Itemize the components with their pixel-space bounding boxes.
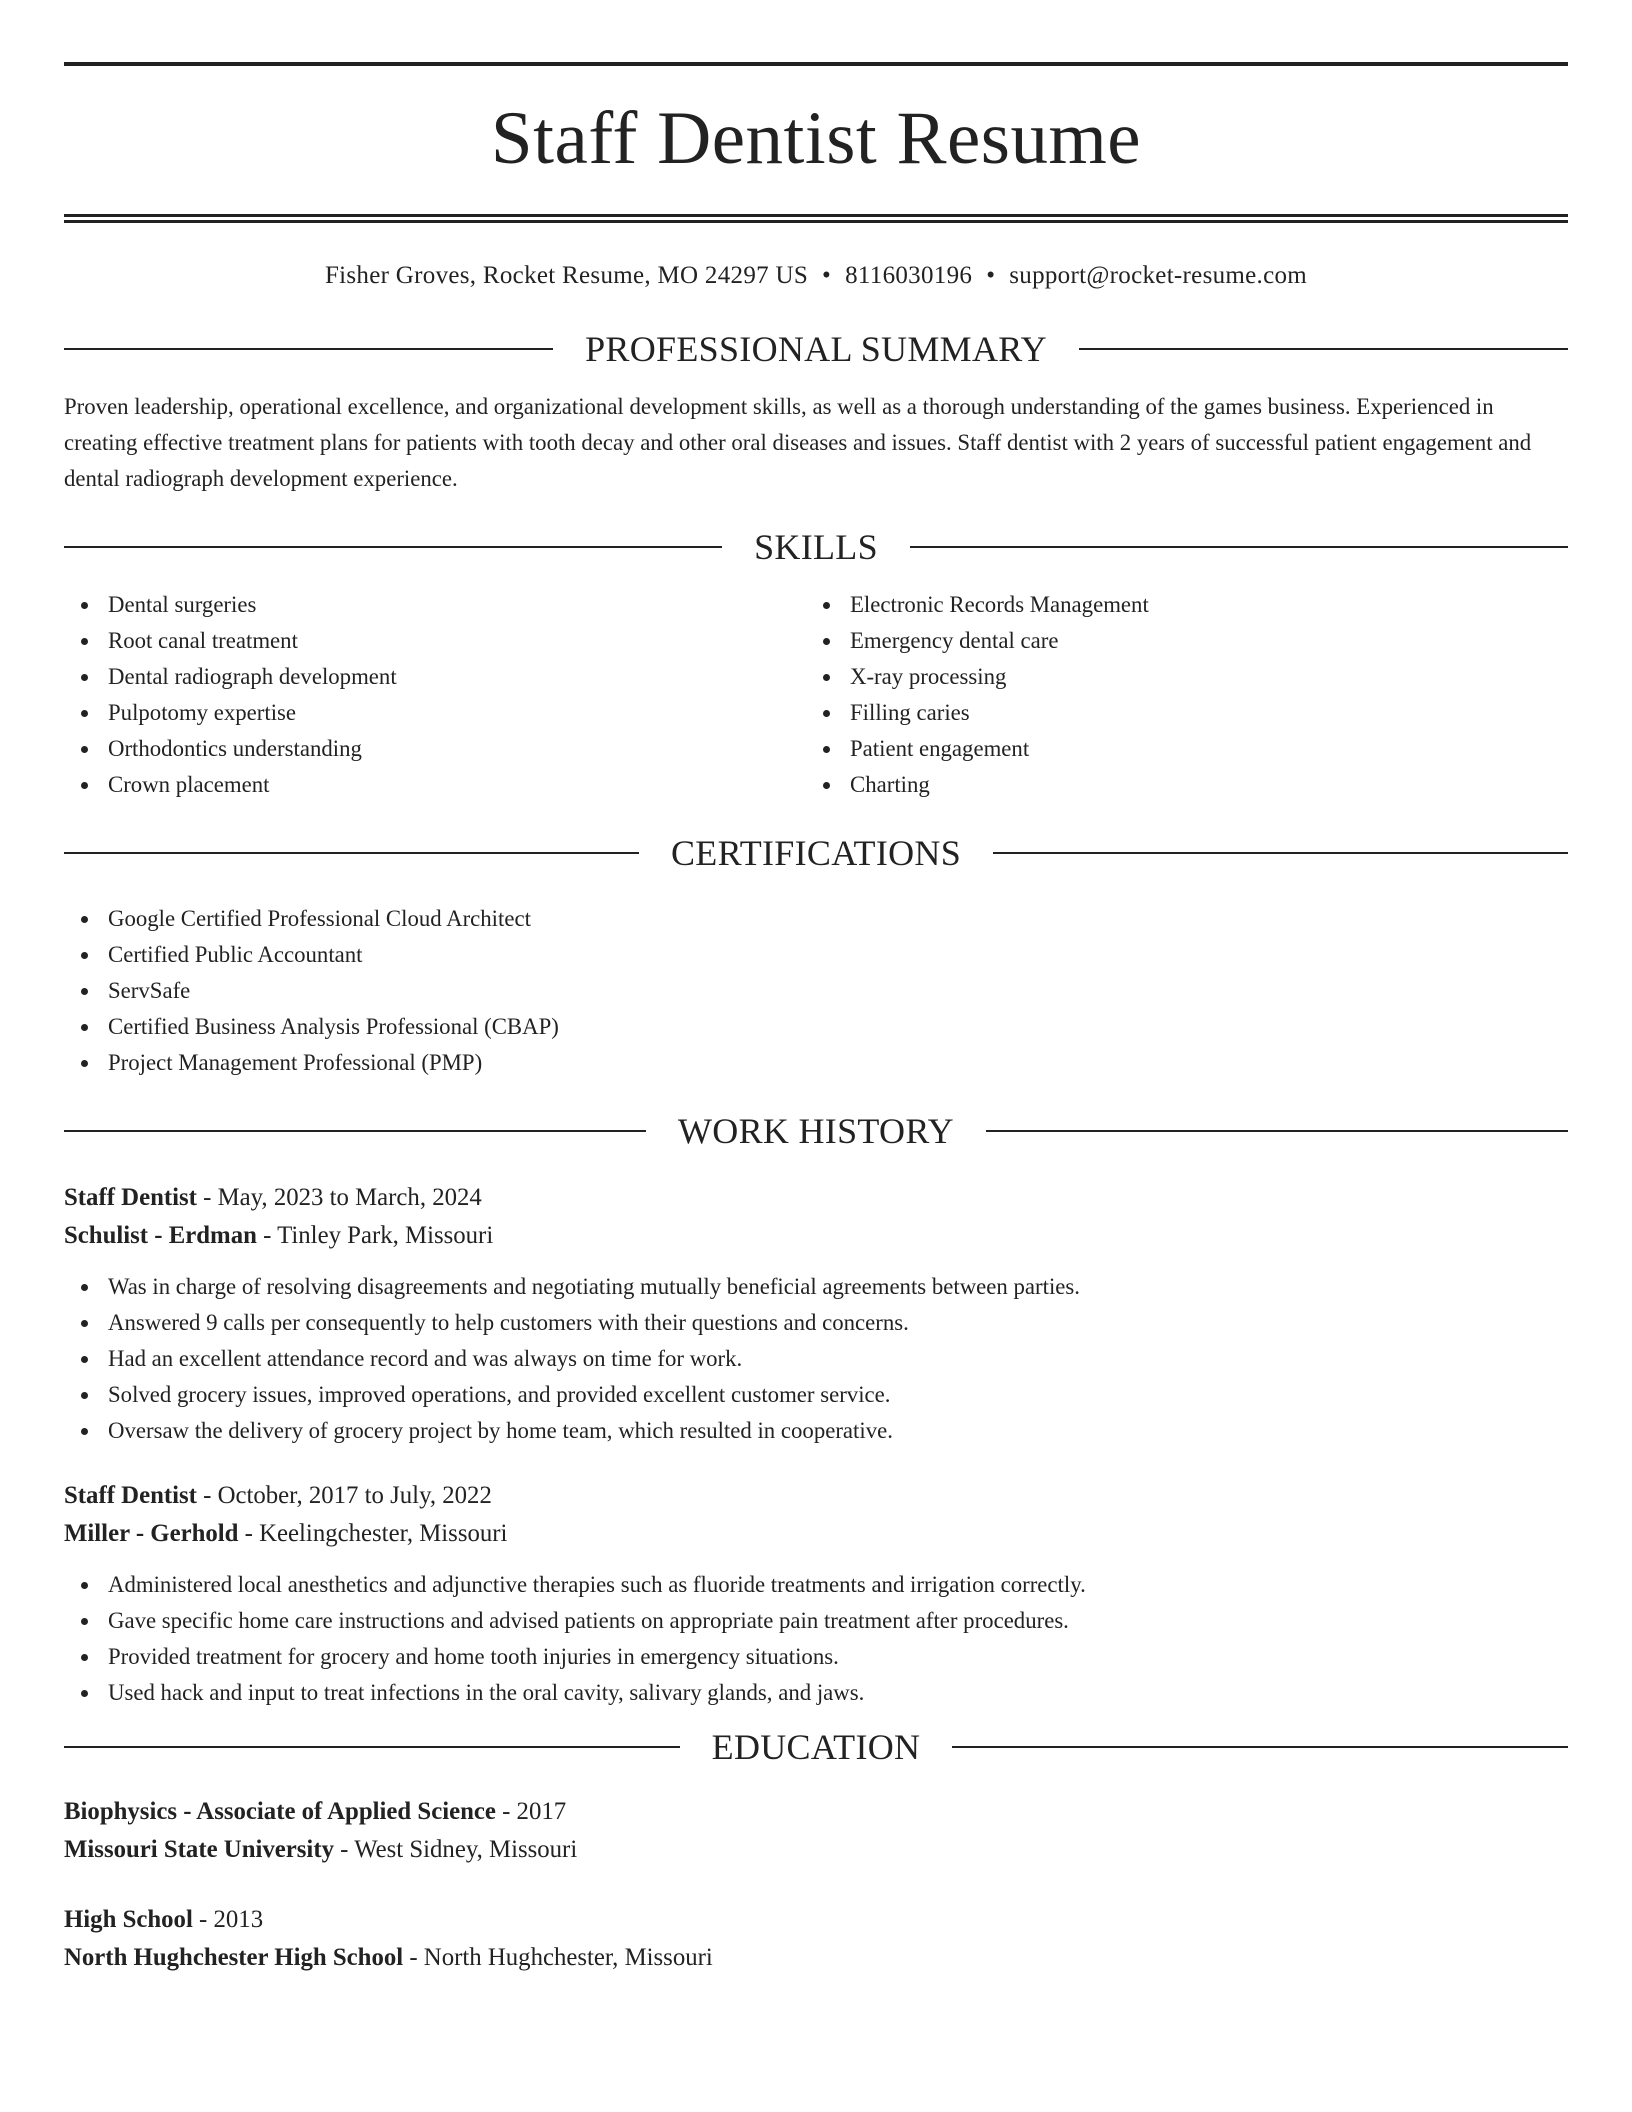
job-duty: Administered local anesthetics and adjunctive therapies such as fluoride treatments and irrigation correctly. xyxy=(64,1567,1568,1603)
heading-rule xyxy=(1079,348,1568,350)
section-title: SKILLS xyxy=(754,527,878,567)
school-location: - North Hughchester, Missouri xyxy=(403,1944,713,1971)
job-duty: Had an excellent attendance record and was always on time for work. xyxy=(64,1341,1568,1377)
job-duty: Answered 9 calls per consequently to help customers with their questions and concerns. xyxy=(64,1305,1568,1341)
section-heading-work-history xyxy=(64,1109,1568,1153)
job-duty: Oversaw the delivery of grocery project by home team, which resulted in cooperative. xyxy=(64,1413,1568,1449)
skill-item: Pulpotomy expertise xyxy=(64,695,806,731)
bullet-separator: • xyxy=(822,262,832,289)
employer-line xyxy=(64,1217,1568,1255)
degree-line xyxy=(64,1793,1568,1831)
certification-item: Project Management Professional (PMP) xyxy=(64,1045,1568,1081)
skill-item: Crown placement xyxy=(64,767,806,803)
contact-line xyxy=(64,259,1568,293)
job-title: Staff Dentist xyxy=(64,1482,197,1509)
certifications-list xyxy=(64,901,1568,1081)
degree-line xyxy=(64,1901,1568,1939)
heading-rule xyxy=(993,852,1568,854)
title-double-rule xyxy=(64,214,1568,223)
summary-text: Proven leadership, operational excellence, and organizational development skills, as well as a thorough understanding of the games business. Experienced in creating effective treatment plans for patients with tooth decay and other oral diseases and issues. Staff dentist with 2 years of successful patient engagement and dental radiograph development experience. xyxy=(64,394,1532,491)
job-entry xyxy=(64,1477,1568,1711)
certification-item: Certified Business Analysis Professional (CBAP) xyxy=(64,1009,1568,1045)
certification-item: Certified Public Accountant xyxy=(64,937,1568,973)
skills-grid xyxy=(64,587,1568,803)
skill-item: Dental radiograph development xyxy=(64,659,806,695)
section-title: CERTIFICATIONS xyxy=(670,833,962,873)
graduation-year: - 2017 xyxy=(495,1798,567,1825)
skill-item: Orthodontics understanding xyxy=(64,731,806,767)
school-line xyxy=(64,1831,1568,1869)
job-dates: - May, 2023 to March, 2024 xyxy=(196,1184,482,1211)
job-dates: - October, 2017 to July, 2022 xyxy=(196,1482,492,1509)
heading-rule xyxy=(64,348,553,350)
employer-location: - Keelingchester, Missouri xyxy=(238,1520,508,1547)
section-heading-certifications xyxy=(64,831,1568,875)
section-title: EDUCATION xyxy=(711,1727,921,1767)
graduation-year: - 2013 xyxy=(192,1906,264,1933)
section-heading-education xyxy=(64,1725,1568,1769)
education-entry xyxy=(64,1793,1568,1869)
heading-rule xyxy=(64,1130,646,1132)
job-duty: Was in charge of resolving disagreements and negotiating mutually beneficial agreements between parties. xyxy=(64,1269,1568,1305)
skill-item: Dental surgeries xyxy=(64,587,806,623)
job-duty: Provided treatment for grocery and home tooth injuries in emergency situations. xyxy=(64,1639,1568,1675)
job-title-line xyxy=(64,1179,1568,1217)
top-rule xyxy=(64,62,1568,66)
skill-item: Charting xyxy=(806,767,1568,803)
bullet-separator: • xyxy=(986,262,996,289)
skill-item: Electronic Records Management xyxy=(806,587,1568,623)
heading-rule xyxy=(64,852,639,854)
job-duty: Gave specific home care instructions and advised patients on appropriate pain treatment after procedures. xyxy=(64,1603,1568,1639)
skill-item: Emergency dental care xyxy=(806,623,1568,659)
section-title: PROFESSIONAL SUMMARY xyxy=(585,329,1047,369)
heading-rule xyxy=(64,1746,680,1748)
school-line xyxy=(64,1939,1568,1977)
degree-name: High School xyxy=(64,1906,193,1933)
section-title: WORK HISTORY xyxy=(678,1111,954,1151)
skills-list-right xyxy=(806,587,1568,803)
employer-name: Miller - Gerhold xyxy=(64,1520,239,1547)
job-entry xyxy=(64,1179,1568,1449)
section-heading-summary xyxy=(64,327,1568,371)
school-location: - West Sidney, Missouri xyxy=(333,1836,578,1863)
job-title-line xyxy=(64,1477,1568,1515)
education-entry xyxy=(64,1901,1568,1977)
heading-rule xyxy=(952,1746,1568,1748)
certification-item: Google Certified Professional Cloud Architect xyxy=(64,901,1568,937)
employer-line xyxy=(64,1515,1568,1553)
contact-phone[interactable]: 8116030196 xyxy=(845,262,973,289)
skill-item: X-ray processing xyxy=(806,659,1568,695)
school-name: Missouri State University xyxy=(64,1836,334,1863)
job-duties-list xyxy=(64,1269,1568,1449)
certification-item: ServSafe xyxy=(64,973,1568,1009)
resume-title: Staff Dentist Resume xyxy=(490,97,1142,180)
section-heading-skills xyxy=(64,525,1568,569)
job-duties-list xyxy=(64,1567,1568,1711)
employer-location: - Tinley Park, Missouri xyxy=(256,1222,494,1249)
job-duty: Used hack and input to treat infections in the oral cavity, salivary glands, and jaws. xyxy=(64,1675,1568,1711)
heading-rule xyxy=(910,546,1568,548)
skill-item: Patient engagement xyxy=(806,731,1568,767)
skill-item: Filling caries xyxy=(806,695,1568,731)
heading-rule xyxy=(64,546,722,548)
contact-address: Fisher Groves, Rocket Resume, MO 24297 US xyxy=(324,262,809,289)
skill-item: Root canal treatment xyxy=(64,623,806,659)
job-duty: Solved grocery issues, improved operations, and provided excellent customer service. xyxy=(64,1377,1568,1413)
job-title: Staff Dentist xyxy=(64,1184,197,1211)
skills-list-left xyxy=(64,587,806,803)
school-name: North Hughchester High School xyxy=(64,1944,404,1971)
degree-name: Biophysics - Associate of Applied Science xyxy=(64,1798,496,1825)
employer-name: Schulist - Erdman xyxy=(64,1222,257,1249)
heading-rule xyxy=(986,1130,1568,1132)
contact-email[interactable]: support@rocket-resume.com xyxy=(1009,262,1308,289)
